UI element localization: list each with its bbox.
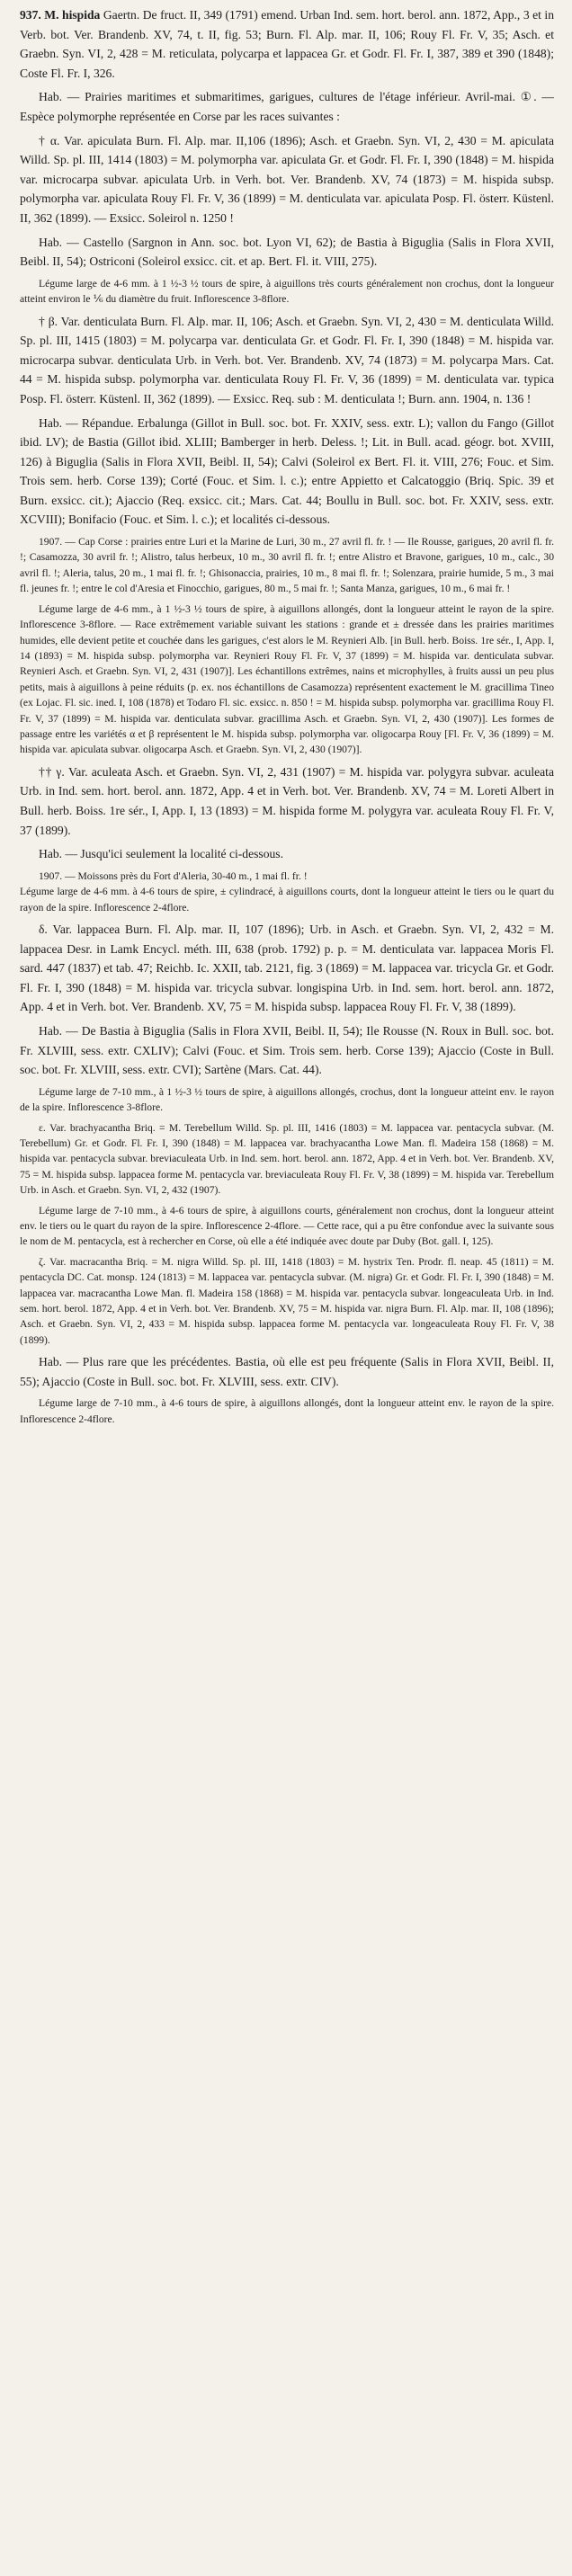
species-number-and-name: 937. M. hispida [20, 8, 101, 22]
small-print-paragraph: Légume large de 4-6 mm. à 1 ½-3 ½ tours de spire, à aiguillons très courts généralement non crochus, dont la longueur atteint environ le ⅙ du diamètre du fruit. Inflorescence 3-8flore. [20, 277, 554, 306]
small-print-paragraph: ζ. Var. macracantha Briq. = M. nigra Willd. Sp. pl. III, 1418 (1803) = M. hystrix Ten. Prodr. fl. neap. 45 (1811) = M. pentacycla DC. Cat. monsp. 124 (1813) = M. lappacea var. pentacycla subvar. (M. nigra) Gr. et Godr. Fl. Fr. I, 390 (1848) = M. lappacea var. macracantha Lowe Man. fl. Madeira 158 (1868) = M. hispida var. pentacycla subvar. longeaculeata Urb. in Ind. sem. hort. berol. 1872, App. 4 et in Verh. bot. Ver. Brandenb. XV, 75 = M. hispida var. nigra Burn. Fl. Alp. mar. II, 108 (1896); Asch. et Graebn. Syn. VI, 2, 433 = M. hispida subsp. lappacea forme M. pentacycla var. longeaculeata Rouy Fl. Fr. V, 38 (1899). [20, 1255, 554, 1346]
paragraph: Hab. — Répandue. Erbalunga (Gillot in Bull. soc. bot. Fr. XXIV, sess. extr. L); vallon du Fango (Gillot ibid. LV); de Bastia (Gillot ibid. XLIII; Bamberger in herb. Deless. !; Lit. in Bull. acad. géogr. bot. XVIII, 126) à Biguglia (Salis in Flora XVII, Beibl. II, 54); Calvi (Soleirol ex Bert. Fl. it. VIII, 276; Fouc. et Sim. Trois sem. herb. Corse 139); Corté (Fouc. et Sim. l. c.); entre Appietto et Calcatoggio (Briq. Spic. 39 et Burn. exsicc. cit.); Ajaccio (Req. exsicc. cit.; Mars. Cat. 44; Boullu in Bull. soc. bot. Fr. XXIV, sess. extr. XCVIII); Bonifacio (Fouc. et Sim. l. c.); et localités ci-dessous. [20, 415, 554, 527]
small-print-paragraph: Légume large de 7-10 mm., à 4-6 tours de spire, à aiguillons courts, généralement non crochus, dont la longueur atteint env. le tiers ou le quart du rayon de la spire. Inflorescence 2-4flore. — Cette race, qui a pu être confondue avec la suivante sous le nom de M. pentacycla, est à rechercher en Corse, où elle a été indiquée avec doute par Duby (Bot. gall. I, 125). [20, 1204, 554, 1248]
paragraph: †† γ. Var. aculeata Asch. et Graebn. Syn. VI, 2, 431 (1907) = M. hispida var. polygyra subvar. aculeata Urb. in Ind. sem. hort. berol. ann. 1872, App. 4 et in Verh. bot. Ver. Brandenb. XV, 74 = M. Loreti Albert in Bull. herb. Boiss. 1re sér., I, App. I, 13 (1893) = M. hispida forme M. polygyra var. aculeata Rouy Fl. Fr. V, 37 (1899). [20, 764, 554, 837]
species-entry [20, 5, 554, 83]
paragraph: † α. Var. apiculata Burn. Fl. Alp. mar. II,106 (1896); Asch. et Graebn. Syn. VI, 2, 430 = M. apiculata Willd. Sp. pl. III, 1414 (1803) = M. polymorpha var. apiculata Gr. et Godr. Fl. Fr. I, 390 (1848) = M. hispida var. microcarpa subvar. apiculata Urb. in Verh. bot. Ver. Brandenb. XV, 74 (1873) = M. hispida subsp. polymorpha var. apiculata Rouy Fl. Fr. V, 36 (1899) = M. denticulata var. apiculata Posp. Fl. österr. Küstenl. II, 362 (1899). — Exsicc. Soleirol n. 1250 ! [20, 133, 554, 225]
small-print-paragraph: 1907. — Cap Corse : prairies entre Luri et la Marine de Luri, 30 m., 27 avril fl. fr. ! — Ile Rousse, garigues, 20 avril fl. fr. !; Casamozza, 30 avril fr. !; Alistro, talus herbeux, 10 m., 30 avril fl. fr. !; entre Alistro et Bravone, garigues, 10 m., calc., 30 avril fl. !; Aleria, talus, 20 m., 1 mai fl. fr. !; Ghisonaccia, prairies, 10 m., 8 mai fl. fr. !; Solenzara, prairie humide, 5 m., 3 mai fl. jeunes fr. !; entre le col d'Aresia et Finocchio, garigues, 80 m., 5 mai fr. !; Santa Manza, garigues, 10 m., 6 mai fr. ! [20, 536, 554, 595]
paragraph: Hab. — Plus rare que les précédentes. Bastia, où elle est peu fréquente (Salis in Flora XVII, Beibl. II, 55); Ajaccio (Coste in Bull. soc. bot. Fr. XLVIII, sess. extr. CIV). [20, 1355, 554, 1388]
paragraph: Hab. — De Bastia à Biguglia (Salis in Flora XVII, Beibl. II, 54); Ile Rousse (N. Roux in Bull. soc. bot. Fr. XLVIII, sess. extr. CXLIV); Calvi (Fouc. et Sim. Trois sem. herb. Corse 139); Ajaccio (Coste in Bull. soc. bot. Fr. XLVIII, sess. extr. CVI); Sartène (Mars. Cat. 44). [20, 1023, 554, 1077]
species-synonymy: Gaertn. De fruct. II, 349 (1791) emend. Urban Ind. sem. hort. berol. ann. 1872, App., 3 et in Verb. bot. Ver. Brandenb. XV, 74, t. II, fig. 53; Burn. Fl. Alp. mar. II, 106; Rouy Fl. Fr. V, 35; Asch. et Graebn. Syn. VI, 2, 428 = M. reticulata, polycarpa et lappacea Gr. et Godr. Fl. Fr. I, 387, 389 et 390 (1848); Coste Fl. Fr. I, 326. [20, 8, 554, 80]
paragraph: † β. Var. denticulata Burn. Fl. Alp. mar. II, 106; Asch. et Graebn. Syn. VI, 2, 430 = M. denticulata Willd. Sp. pl. III, 1415 (1803) = M. polycarpa var. denticulata Gr. et Godr. Fl. Fr. I, 390 (1848) = M. hispida var. microcarpa subvar. denticulata Urb. in Verh. bot. Ver. Brandenb. XV, 74 (1873) = M. polycarpa Mars. Cat. 44 = M. hispida subsp. polymorpha var. denticulata Rouy Fl. Fr. V, 36 (1899) = M. denticulata var. typica Posp. Fl. österr. Küstenl. II, 362 (1899). — Exsicc. Req. sub : M. denticulata !; Burn. ann. 1904, n. 136 ! [20, 314, 554, 406]
paragraph: Hab. — Jusqu'ici seulement la localité ci-dessous. [39, 847, 283, 861]
paragraph: Hab. — Castello (Sargnon in Ann. soc. bot. Lyon VI, 62); de Bastia à Biguglia (Salis in Flora XVII, Beibl. II, 54); Ostriconi (Soleirol exsicc. cit. et ap. Bert. Fl. it. VIII, 275). [20, 235, 554, 269]
paragraph: δ. Var. lappacea Burn. Fl. Alp. mar. II, 107 (1896); Urb. in Asch. et Graebn. Syn. VI, 2, 432 = M. lappacea Desr. in Lamk Encycl. méth. III, 638 (prob. 1792) p. p. = M. denticulata var. lappacea Moris Fl. sard. 447 (1837) et tab. 47; Reichb. Ic. XXII, tab. 2121, fig. 3 (1869) = M. lappacea var. tricycla Gr. et Godr. Fl. Fr. I, 390 (1848) = M. hispida var. tricycla subvar. longispina Urb. in Ind. sem. hort. berol. ann. 1872, App. 4 et in Verh. bot. Ver. Brandenb. XV, 75 = M. hispida subsp. lappacea Rouy Fl. Fr. V, 38 (1899). [20, 922, 554, 1014]
small-print-paragraph: 1907. — Moissons près du Fort d'Aleria, 30-40 m., 1 mai fl. fr. ! Légume large de 4-6 mm. à 4-6 tours de spire, ± cylindracé, à aiguillons courts, dont la longueur atteint le tiers ou le quart du rayon de la spire. Inflorescence 2-4flore. [20, 869, 554, 914]
small-print-paragraph: Légume large de 7-10 mm., à 4-6 tours de spire, à aiguillons allongés, dont la longueur atteint env. le rayon de la spire. Inflorescence 2-4flore. [20, 1397, 554, 1425]
text-blocks [20, 87, 554, 1427]
small-print-paragraph: Légume large de 7-10 mm., à 1 ½-3 ½ tours de spire, à aiguillons allongés, crochus, dont la longueur atteint env. le rayon de la spire. Inflorescence 3-8flore. [20, 1085, 554, 1114]
paragraph: Hab. — Prairies maritimes et submaritimes, garigues, cultures de l'étage inférieur. Avril-mai. ①. — Espèce polymorphe représentée en Corse par les races suivantes : [20, 90, 554, 123]
small-print-paragraph: Légume large de 4-6 mm., à 1 ½-3 ½ tours de spire, à aiguillons allongés, dont la longueur atteint le rayon de la spire. Inflorescence 3-8flore. — Race extrêmement variable suivant les stations : grande et ± dressée dans les prairies maritimes humides, elle devient petite et couchée dans les garigues, c'est alors le M. Reynieri Alb. [in Bull. herb. Boiss. 1re sér., I, App. I, 14 (1893) = M. hispida subsp. polymorpha var. Reynieri Rouy Fl. Fr. V, 37 (1899) = M. hispida var. denticulata subvar. Reynieri Asch. et Graebn. Syn. VI, 2, 431 (1907)]. Les échantillons extrêmes, nains et microphylles, à fruits aussi un peu plus petits, mais à aiguillons à peine réduits (p. ex. nos échantillons de Casamozza) représentent exactement le M. gracillima Tineo (ex Lojac. Fl. sic. ined. I, 108 (1878) et Todaro Fl. sic. exsicc. n. 850 ! = M. hispida subsp. polymorpha var. gracillima Rouy Fl. Fr. V, 37 (1899) = M. hispida var. denticulata subvar. gracillima Asch. et Graebn. Syn. VI, 2, 430 (1907)]. Les formes de passage entre les variétés α et β représentent le M. hispida subsp. polymorpha var. oligocarpa Rouy [Fl. Fr. V, 36 (1899) = M. hispida var. apiculata subvar. oligocarpa Asch. et Graebn. Syn. VI, 2, 430 (1907)]. [20, 602, 554, 756]
small-print-paragraph: ε. Var. brachyacantha Briq. = M. Terebellum Willd. Sp. pl. III, 1416 (1803) = M. lappacea var. pentacycla subvar. (M. Terebellum) Gr. et Godr. Fl. Fr. I, 390 (1848) = M. lappacea var. brachyacantha Lowe Man. fl. Madeira 158 (1868) = M. hispida var. pentacycla subvar. breviaculeata Urb. in Ind. sem. hort. berol. ann. 1872, App. 4 et in Verh. bot. Ver. Brandenb. XV, 75 = M. hispida subsp. lappacea forme M. pentacycla var. breviaculeata Rouy Fl. Fr. V, 38 (1899) = M. hispida var. Terebellum Urb. in Asch. et Graebn. Syn. VI, 2, 432 (1907). [20, 1121, 554, 1197]
